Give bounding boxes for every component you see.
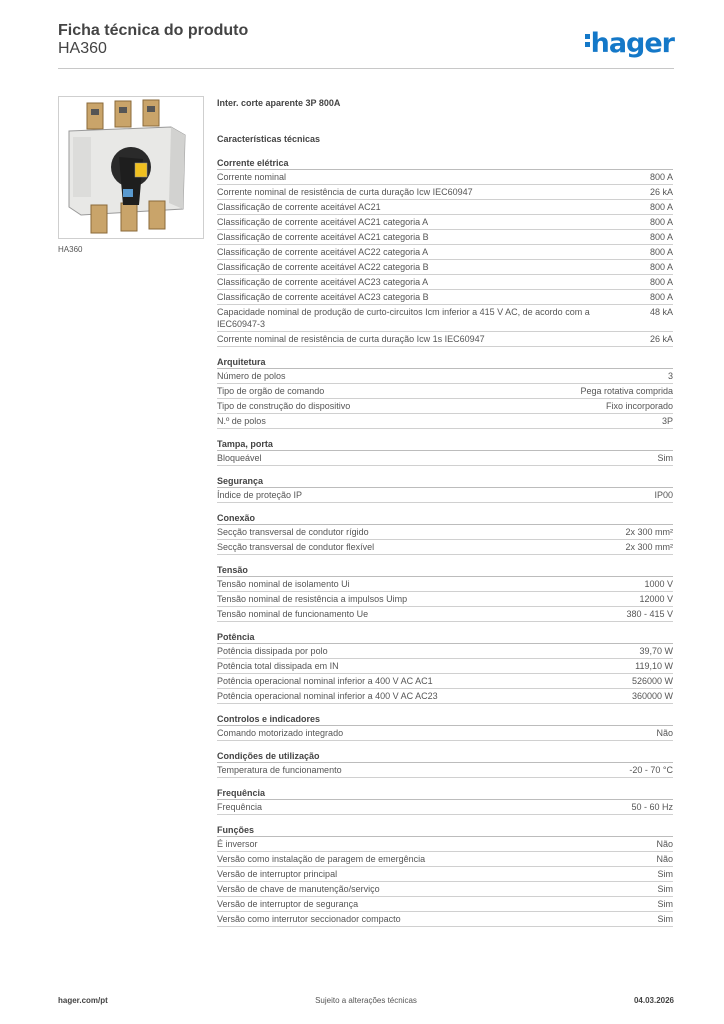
spec-label: Potência total dissipada em IN — [217, 661, 339, 671]
spec-row — [217, 305, 673, 332]
spec-value: 26 kA — [649, 334, 673, 344]
spec-label: Classificação de corrente aceitável AC22 categoria A — [217, 247, 429, 257]
spec-label: Classificação de corrente aceitável AC21 categoria A — [217, 217, 429, 227]
spec-label: Versão como interrutor seccionador compacto — [217, 914, 401, 924]
spec-section — [217, 712, 673, 741]
spec-value: 800 A — [649, 247, 673, 257]
footer-notice: Sujeito a alterações técnicas — [315, 996, 417, 1005]
spec-value: Fixo incorporado — [605, 401, 673, 411]
hager-logo — [585, 28, 674, 59]
spec-section — [217, 511, 673, 555]
spec-row — [217, 230, 673, 245]
spec-section — [217, 823, 673, 927]
spec-label: Corrente nominal de resistência de curta duração Icw IEC60947 — [217, 187, 473, 197]
spec-label: Comando motorizado integrado — [217, 728, 344, 738]
spec-row — [217, 200, 673, 215]
image-caption: HA360 — [58, 245, 83, 254]
spec-value: 800 A — [649, 172, 673, 182]
spec-row — [217, 170, 673, 185]
section-title: Potência — [217, 630, 673, 644]
tech-characteristics-title: Características técnicas — [217, 134, 321, 144]
section-title: Condições de utilização — [217, 749, 673, 763]
spec-row — [217, 384, 673, 399]
spec-row — [217, 260, 673, 275]
spec-section — [217, 786, 673, 815]
spec-value: 360000 W — [631, 691, 673, 701]
spec-row — [217, 451, 673, 466]
spec-row — [217, 488, 673, 503]
spec-label: Potência operacional nominal inferior a 400 V AC AC23 — [217, 691, 438, 701]
spec-section — [217, 474, 673, 503]
spec-label: Corrente nominal de resistência de curta duração Icw 1s IEC60947 — [217, 334, 485, 344]
spec-row — [217, 290, 673, 305]
spec-row — [217, 882, 673, 897]
spec-content — [217, 96, 673, 927]
spec-label: Classificação de corrente aceitável AC22 categoria B — [217, 262, 429, 272]
spec-row — [217, 867, 673, 882]
spec-value: 800 A — [649, 262, 673, 272]
spec-row — [217, 763, 673, 778]
spec-label: É inversor — [217, 839, 258, 849]
spec-section — [217, 630, 673, 704]
spec-sections — [217, 156, 673, 927]
spec-row — [217, 852, 673, 867]
spec-row — [217, 525, 673, 540]
section-title: Tampa, porta — [217, 437, 673, 451]
spec-label: Versão de chave de manutenção/serviço — [217, 884, 380, 894]
spec-label: Classificação de corrente aceitável AC23 categoria B — [217, 292, 429, 302]
section-title: Tensão — [217, 563, 673, 577]
spec-row — [217, 540, 673, 555]
spec-value: 1000 V — [644, 579, 673, 589]
section-title: Corrente elétrica — [217, 156, 673, 170]
spec-section — [217, 749, 673, 778]
spec-value: 2x 300 mm² — [625, 542, 673, 552]
spec-row — [217, 912, 673, 927]
section-title: Conexão — [217, 511, 673, 525]
section-title: Controlos e indicadores — [217, 712, 673, 726]
spec-label: Índice de proteção IP — [217, 490, 303, 500]
spec-value: 380 - 415 V — [626, 609, 673, 619]
spec-label: Secção transversal de condutor rígido — [217, 527, 369, 537]
logo-text: hager — [590, 28, 674, 59]
spec-value: 3 — [667, 371, 673, 381]
spec-value: 39,70 W — [639, 646, 673, 656]
spec-section — [217, 563, 673, 622]
spec-value: IP00 — [654, 490, 673, 500]
spec-label: Classificação de corrente aceitável AC23 categoria A — [217, 277, 429, 287]
page-header — [58, 22, 674, 70]
spec-label: Classificação de corrente aceitável AC21 categoria B — [217, 232, 429, 242]
spec-value: Não — [656, 839, 673, 849]
spec-label: Tipo de construção do dispositivo — [217, 401, 351, 411]
spec-value: Sim — [657, 884, 673, 894]
spec-value: 48 kA — [649, 307, 673, 317]
footer-date: 04.03.2026 — [633, 996, 674, 1005]
spec-value: 800 A — [649, 202, 673, 212]
spec-value: Sim — [657, 869, 673, 879]
spec-label: Potência dissipada por polo — [217, 646, 328, 656]
spec-label: Temperatura de funcionamento — [217, 765, 342, 775]
logo-dots-icon — [585, 31, 590, 50]
spec-value: -20 - 70 °C — [629, 765, 673, 775]
spec-label: Frequência — [217, 802, 263, 812]
spec-row — [217, 215, 673, 230]
section-title: Frequência — [217, 786, 673, 800]
spec-value: 119,10 W — [635, 661, 673, 671]
spec-label: Corrente nominal — [217, 172, 287, 182]
spec-label: Versão de interruptor de segurança — [217, 899, 359, 909]
product-code: HA360 — [58, 40, 107, 57]
section-title: Arquitetura — [217, 355, 673, 369]
spec-value: Sim — [657, 914, 673, 924]
spec-row — [217, 800, 673, 815]
spec-label: Tensão nominal de isolamento Ui — [217, 579, 350, 589]
document-title: Ficha técnica do produto — [58, 22, 249, 39]
spec-row — [217, 332, 673, 347]
spec-label: Bloqueável — [217, 453, 262, 463]
spec-value: 12000 V — [639, 594, 673, 604]
spec-label: Secção transversal de condutor flexível — [217, 542, 375, 552]
spec-row — [217, 726, 673, 741]
spec-value: 800 A — [649, 232, 673, 242]
spec-row — [217, 837, 673, 852]
spec-label: N.º de polos — [217, 416, 266, 426]
spec-row — [217, 275, 673, 290]
spec-value: 800 A — [649, 292, 673, 302]
spec-row — [217, 644, 673, 659]
spec-label: Tensão nominal de resistência a impulsos Uimp — [217, 594, 408, 604]
spec-row — [217, 414, 673, 429]
spec-label: Versão como instalação de paragem de emergência — [217, 854, 426, 864]
spec-value: Não — [656, 854, 673, 864]
spec-value: 50 - 60 Hz — [631, 802, 673, 812]
spec-value: 800 A — [649, 217, 673, 227]
header-divider — [58, 68, 674, 69]
spec-row — [217, 592, 673, 607]
spec-row — [217, 689, 673, 704]
spec-value: Sim — [657, 899, 673, 909]
spec-row — [217, 577, 673, 592]
spec-label: Classificação de corrente aceitável AC21 — [217, 202, 381, 212]
spec-row — [217, 185, 673, 200]
spec-label: Número de polos — [217, 371, 286, 381]
spec-value: 2x 300 mm² — [625, 527, 673, 537]
spec-row — [217, 369, 673, 384]
spec-value: Sim — [657, 453, 673, 463]
spec-section — [217, 355, 673, 429]
spec-value: Pega rotativa comprida — [580, 386, 673, 396]
spec-label: Versão de interruptor principal — [217, 869, 338, 879]
product-name: Inter. corte aparente 3P 800A — [217, 98, 341, 108]
spec-section — [217, 437, 673, 466]
spec-label: Potência operacional nominal inferior a 400 V AC AC1 — [217, 676, 433, 686]
spec-value: 800 A — [649, 277, 673, 287]
spec-row — [217, 659, 673, 674]
product-image — [58, 96, 204, 239]
spec-label: Tensão nominal de funcionamento Ue — [217, 609, 369, 619]
section-title: Funções — [217, 823, 673, 837]
spec-value: Não — [656, 728, 673, 738]
spec-value: 3P — [661, 416, 673, 426]
spec-value: 526000 W — [631, 676, 673, 686]
section-title: Segurança — [217, 474, 673, 488]
spec-value: 26 kA — [649, 187, 673, 197]
spec-row — [217, 399, 673, 414]
spec-section — [217, 156, 673, 347]
spec-row — [217, 607, 673, 622]
spec-row — [217, 245, 673, 260]
spec-row — [217, 897, 673, 912]
spec-row — [217, 674, 673, 689]
switch-disconnector-icon — [59, 97, 204, 239]
footer-url[interactable]: hager.com/pt — [58, 996, 108, 1005]
spec-label: Capacidade nominal de produção de curto-circuitos Icm inferior a 415 V AC, de acordo com a IEC60947-3 — [217, 307, 590, 329]
spec-label: Tipo de orgão de comando — [217, 386, 325, 396]
